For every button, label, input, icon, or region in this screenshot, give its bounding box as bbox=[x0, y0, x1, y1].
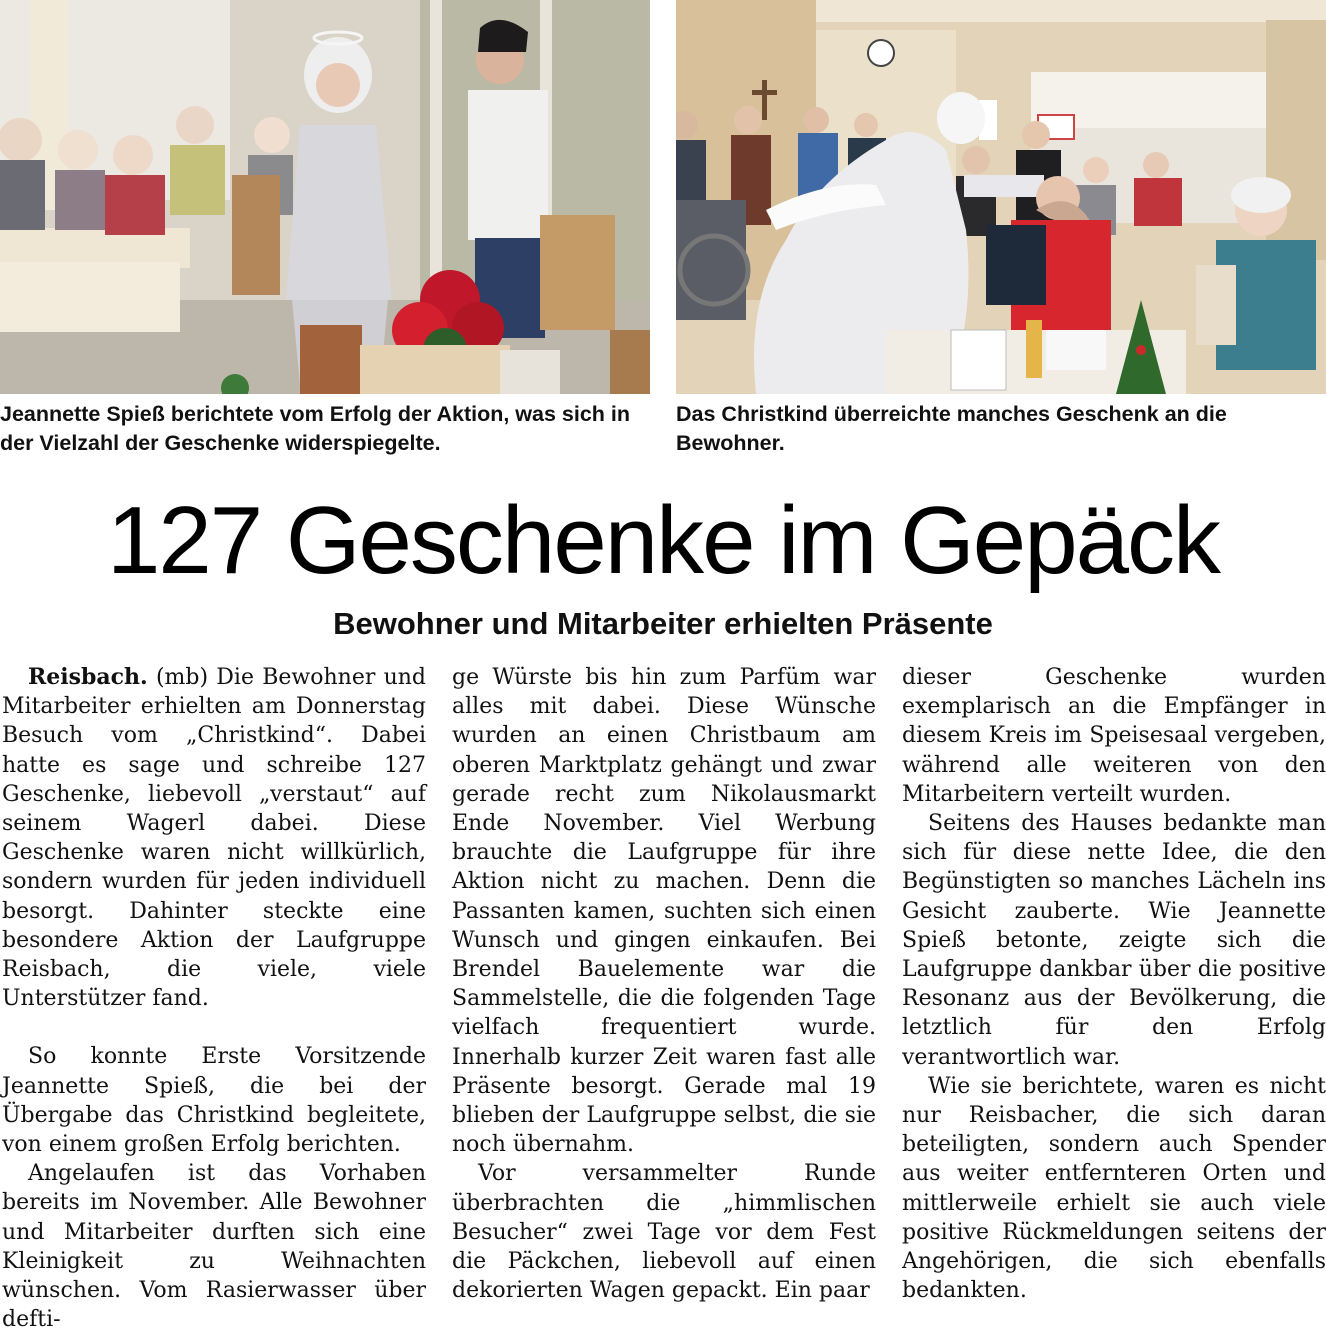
article-subheadline: Bewohner und Mitarbeiter erhielten Präsente bbox=[333, 606, 993, 641]
body-paragraph bbox=[2, 663, 426, 1013]
dateline: Reisbach. bbox=[28, 664, 148, 690]
photo-right-illustration bbox=[676, 0, 1326, 394]
body-paragraph: Vor versammelter Runde überbrachten die „himmlischen Besucher“ zwei Tage vor dem Fest die Päckchen, liebevoll auf einen dekorierten Wagen gepackt. Ein paar bbox=[452, 1161, 876, 1304]
article-column-2 bbox=[452, 663, 876, 1305]
article-column-3 bbox=[902, 663, 1326, 1305]
photo-right-caption: Das Christkind überreichte manches Geschenk an die Bewohner. bbox=[676, 402, 1227, 455]
article-headline: 127 Geschenke im Gepäck bbox=[107, 487, 1219, 594]
body-paragraph: Seitens des Hauses bedankte man sich für diese nette Idee, die den Begünstigten so manches Lächeln ins Gesicht zauberte. Wie Jeannette Spieß betonte, zeigte sich die Laufgruppe dankbar über die positive Resonanz aus der Bevölkerung, die letztlich für den Erfolg verantwortlich war. bbox=[902, 811, 1326, 1070]
photo-left-caption: Jeannette Spieß berichtete vom Erfolg der Aktion, was sich in der Vielzahl der Geschenke widerspiegelte. bbox=[0, 402, 631, 455]
article-column-1 bbox=[2, 663, 426, 1334]
body-paragraph: Wie sie berichtete, waren es nicht nur Reisbacher, die sich daran beteiligten, sondern auch Spender aus weiter entfernteren Orten und mittlerweile erhielt sie auch viele positive Rückmeldungen seitens der Angehörigen, die sich ebenfalls bedankten. bbox=[902, 1073, 1326, 1304]
paragraph-text: (mb) Die Bewohner und Mitarbeiter erhielten am Donnerstag Besuch vom „Christkind“. Dabei hatte es sage und schreibe 127 Geschenke, liebevoll „verstaut“ auf seinem Wagerl dabei. Diese Geschenke waren nicht willkürlich, sondern wurden für jeden individuell besorgt. Dahinter steckte eine besondere Aktion der Laufgruppe Reisbach, die viele, viele Unterstützer fand. bbox=[2, 665, 426, 1012]
photo-left bbox=[0, 0, 650, 394]
body-paragraph: Angelaufen ist das Vorhaben bereits im November. Alle Bewohner und Mitarbeiter durften sich eine Kleinigkeit zu Weihnachten wünschen. Vom Rasierwasser über defti- bbox=[2, 1161, 426, 1333]
body-paragraph: ge Würste bis hin zum Parfüm war alles mit dabei. Diese Wünsche wurden an einen Christbaum am oberen Marktplatz gehängt und zwar gerade recht zum Nikolausmarkt Ende November. Viel Werbung brauchte die Laufgruppe für ihre Aktion nicht zu machen. Denn die Passanten kamen, suchten sich einen Wunsch und gingen einkaufen. Bei Brendel Bauelemente war die Sammelstelle, die die folgenden Tage vielfach frequentiert wurde. Innerhalb kurzer Zeit waren fast alle Präsente besorgt. Gerade mal 19 blieben der Laufgruppe selbst, die sie noch übernahm. bbox=[452, 665, 876, 1158]
photo-right bbox=[676, 0, 1326, 394]
photo-left-illustration bbox=[0, 0, 650, 394]
body-paragraph: dieser Geschenke wurden exemplarisch an die Empfänger in diesem Kreis im Speisesaal vergeben, während alle weiteren von den Mitarbeitern verteilt wurden. bbox=[902, 665, 1326, 807]
body-paragraph: So konnte Erste Vorsitzende Jeannette Spieß, die bei der Übergabe das Christkind begleitete, von einem großen Erfolg berichten. bbox=[2, 1044, 426, 1158]
